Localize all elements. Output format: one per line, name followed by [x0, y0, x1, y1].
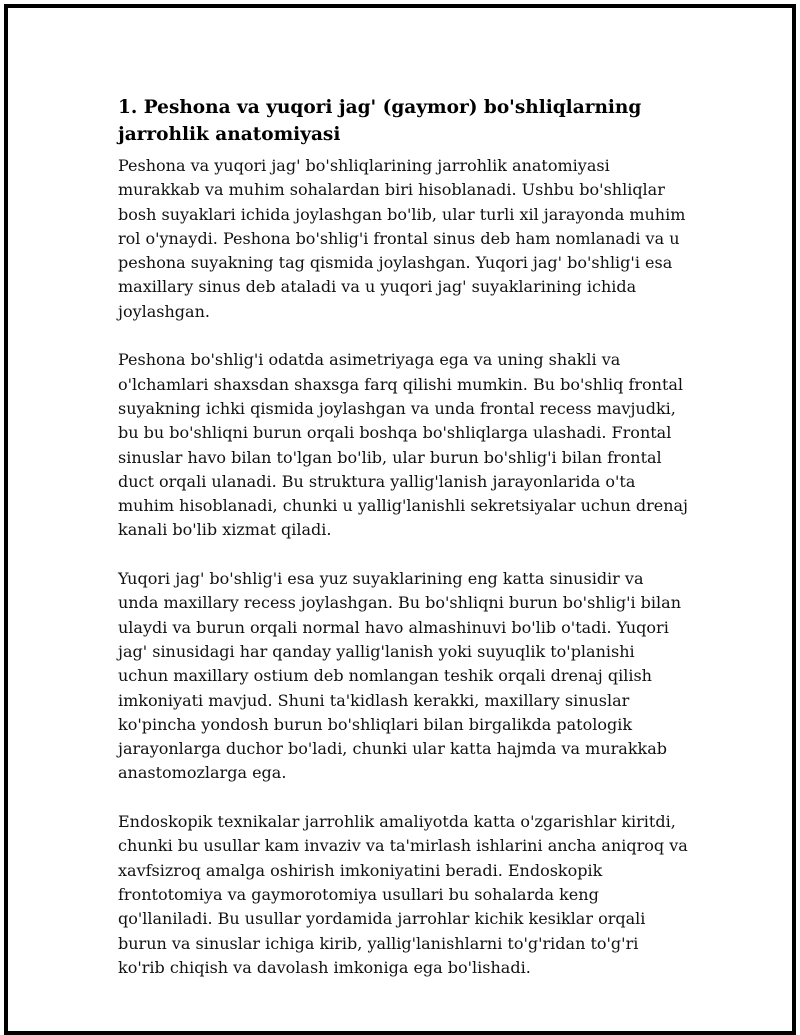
paragraph-3: Yuqori jag' bo'shlig'i esa yuz suyaklarining eng katta sinusidir va unda maxillary recess joylashgan. Bu bo'shliqni burun bo'shlig'i bilan ulaydi va burun orqali normal havo almashinuvi bo'lib o'tadi. Yuqori jag' sinusidagi har qanday yallig'lanish yoki suyuqlik to'planishi uchun maxillary ostium deb nomlangan teshik orqali drenaj qilish imkoniyati mavjud. Shuni ta'kidlash kerakki, maxillary sinuslar ko'pincha yondosh burun bo'shliqlari bilan birgalikda patologik jarayonlarga duchor bo'ladi, chunki ular katta hajmda va murakkab anastomozlarga ega.	[118, 569, 681, 783]
paragraph-2: Peshona bo'shlig'i odatda asimetriyaga ega va uning shakli va o'lchamlari shaxsdan shaxsga farq qilishi mumkin. Bu bo'shliq frontal suyakning ichki qismida joylashgan va unda frontal recess mavjudki, bu bu bo'shliqni burun orqali boshqa bo'shliqlarga ulashadi. Frontal sinuslar havo bilan to'lgan bo'lib, ular burun bo'shlig'i bilan frontal duct orqali ulanadi. Bu struktura yallig'lanish jarayonlarida o'ta muhim hisoblanadi, chunki u yallig'lanishli sekretsiyalar uchun drenaj kanali bo'lib xizmat qiladi.	[118, 350, 688, 540]
paragraph-1: Peshona va yuqori jag' bo'shliqlarining jarrohlik anatomiyasi murakkab va muhim sohalardan biri hisoblanadi. Ushbu bo'shliqlar bosh suyaklari ichida joylashgan bo'lib, ular turli xil jarayonda muhim rol o'ynaydi. Peshona bo'shlig'i frontal sinus deb ham nomlanadi va u peshona suyakning tag qismida joylashgan. Yuqori jag' bo'shlig'i esa maxillary sinus deb ataladi va u yuqori jag' suyaklarining ichida joylashgan.	[118, 156, 686, 321]
paragraph-4: Endoskopik texnikalar jarrohlik amaliyotda katta o'zgarishlar kiritdi, chunki bu usullar kam invaziv va ta'mirlash ishlarini ancha aniqroq va xavfsizroq amalga oshirish imkoniyatini beradi. Endoskopik frontotomiya va gaymorotomiya usullari bu sohalarda keng qo'llaniladi. Bu usullar yordamida jarrohlar kichik kesiklar orqali burun va sinuslar ichiga kirib, yallig'lanishlarni to'g'ridan to'g'ri ko'rib chiqish va davolash imkoniga ega bo'lishadi.	[118, 812, 688, 977]
section-heading: 1. Peshona va yuqori jag' (gaymor) bo'shliqlarning jarrohlik anatomiyasi	[118, 97, 642, 145]
document-body	[118, 94, 688, 1004]
